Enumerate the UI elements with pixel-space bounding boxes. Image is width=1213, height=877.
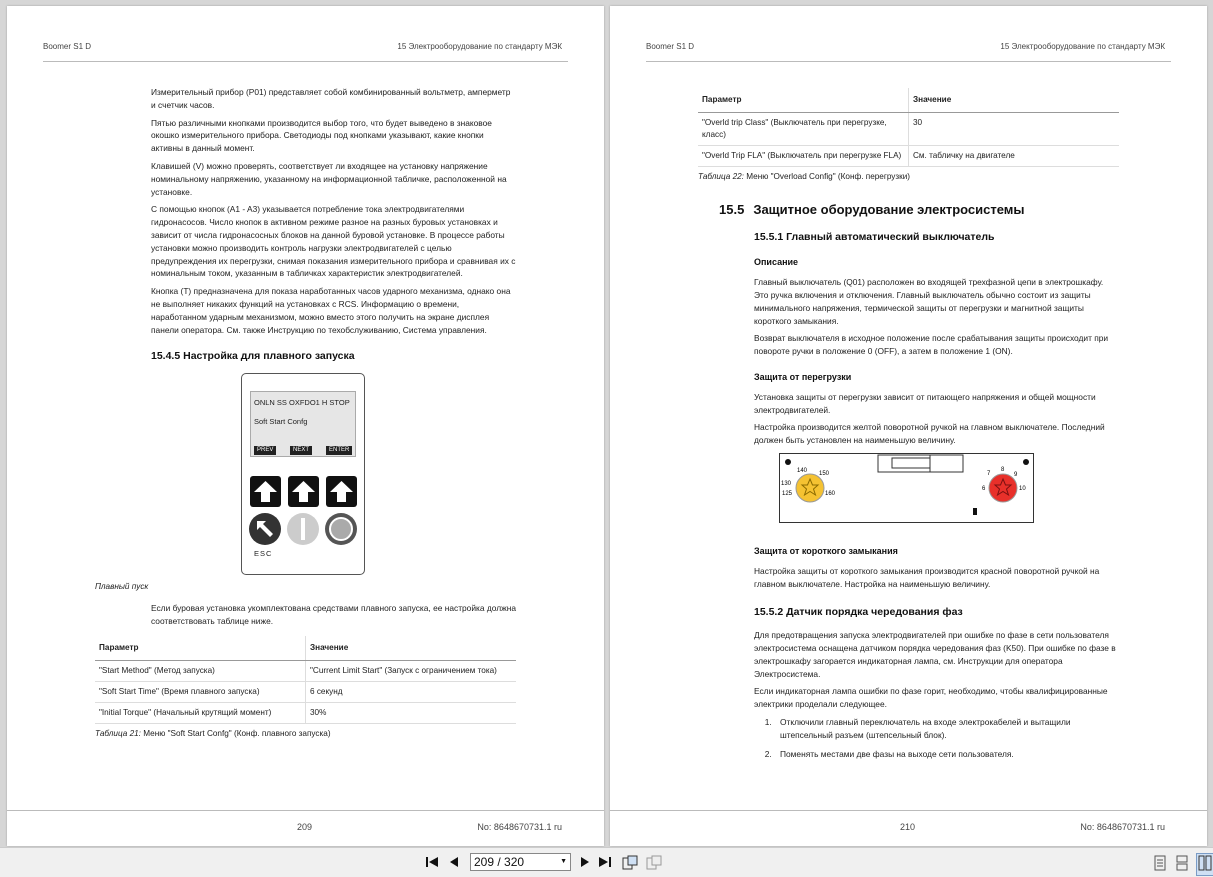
- yellow-scale-160: 160: [825, 490, 836, 497]
- doc-number: No: 8648670731.1 ru: [477, 822, 562, 832]
- table-cell: "Initial Torque" (Начальный крутящий момент): [95, 702, 306, 723]
- fit-icon[interactable]: [646, 855, 662, 874]
- esc-label: ESC: [254, 549, 273, 559]
- section-title: 15.4.5 Настройка для плавного запуска: [151, 350, 355, 363]
- lcd-display: [250, 391, 356, 457]
- chevron-down-icon: ▼: [560, 858, 567, 865]
- section-heading: [719, 201, 1119, 217]
- table-caption: [698, 171, 1119, 184]
- table-cell: "Overld Trip FLA" (Выключатель при перегрузке FLA): [698, 146, 909, 167]
- red-scale-7: 7: [987, 470, 991, 477]
- arrow-up-icon: [250, 476, 281, 507]
- table-caption-text: Меню "Soft Start Confg" (Конф. плавного запуска): [143, 728, 331, 738]
- section-title: Защитное оборудование электросистемы: [753, 201, 1025, 217]
- table-header: Параметр: [698, 88, 909, 113]
- table-row: [95, 660, 516, 681]
- paragraph: С помощью кнопок (A1 - A3) указывается потребление тока электродвигателями гидронасосов. Число кнопок в активном режиме разное на разных буровых установках и зависит от числа гидронасосных блоков на данной буровой установке. В процессе работы установки можно производить контроль нагрузки электродвигателей с целью предупреждения их перегрузки, снимая показания измерительного прибора и сравнивая их с номинальным током, указанным в табличках характеристик электродвигателей.: [151, 204, 516, 279]
- section-number: 15.5: [719, 201, 745, 217]
- yellow-scale-140: 140: [797, 467, 808, 474]
- paragraph: Клавишей (V) можно проверять, соответствует ли входящее на установку напряжение номинальному напряжению, указанному на информационной табличке, расположенной на установке.: [151, 160, 507, 197]
- first-page-icon[interactable]: [425, 855, 439, 872]
- table-cell: "Soft Start Time" (Время плавного запуска): [95, 681, 306, 702]
- last-page-icon[interactable]: [598, 855, 612, 872]
- lcd-row-2: Soft Start Confg: [254, 417, 308, 427]
- red-scale-10: 10: [1019, 485, 1026, 492]
- table-cell: См. табличку на двигателе: [909, 146, 1120, 167]
- table-cell: "Start Method" (Метод запуска): [95, 660, 306, 681]
- paragraph: Главный выключатель (Q01) расположен во входящей трехфазной цепи в электрошкафу. Это ручка включения и отключения. Главный выключатель обычно состоит из защиты минимального напряжения, термической защиты от перегрузки и магнитной защиты короткого замыкания.: [754, 277, 1104, 326]
- soft-start-panel-figure: [241, 373, 365, 575]
- table-header: Параметр: [95, 636, 306, 661]
- desc-title: Описание: [754, 257, 799, 268]
- main-breaker-figure: [779, 453, 1034, 523]
- paragraph: Возврат выключателя в исходное положение после срабатывания защиты происходит при повороте ручки в положение 0 (OFF), а затем в положение 1 (ON).: [754, 333, 1109, 357]
- esc-arrow-icon: [249, 513, 281, 545]
- table-cell: "Current Limit Start" (Запуск с ограничением тока): [306, 660, 517, 681]
- steps-list: [774, 716, 1119, 760]
- paragraph: Измерительный прибор (P01) представляет собой комбинированный вольтметр, амперметр и счетчик часов.: [151, 87, 511, 110]
- list-item: 1. Отключили главный переключатель на входе электрокабелей и вытащили штепсельный разъем (штепсельный блок).: [774, 716, 1119, 742]
- single-page-view-icon[interactable]: [1154, 855, 1166, 874]
- red-scale-9: 9: [1014, 471, 1018, 478]
- table-caption-label: Таблица 21:: [95, 728, 141, 738]
- arrow-up-icon: [288, 476, 319, 507]
- overload-title: Защита от перегрузки: [754, 371, 852, 382]
- start-icon: [287, 513, 319, 545]
- softkey-enter: ENTER: [326, 446, 352, 455]
- table-row: [95, 681, 516, 702]
- header-left: Boomer S1 D: [646, 42, 695, 51]
- paragraph: Для предотвращения запуска электродвигателей при ошибке по фазе в сети пользователя электросистема оснащена датчиком порядка чередования фаз (K50). При ошибке по фазе в электрошкафу загорается индикаторная лампа, см. Инструкции для оператора Электросистема.: [754, 630, 1116, 679]
- paragraph: Пятью различными кнопками производится выбор того, что будет выведено в знаковое окошко измерительного прибора. Светодиоды под кнопками указывают, какие кнопки активны в данный момент.: [151, 117, 492, 154]
- paragraph: Если буровая установка укомплектована средствами плавного запуска, ее настройка должна соответствовать таблице ниже.: [151, 602, 516, 626]
- two-page-view-icon[interactable]: [1196, 853, 1213, 876]
- list-item: 2. Поменять местами две фазы на выходе сети пользователя.: [774, 748, 1119, 761]
- page-header: [43, 42, 568, 62]
- paragraph: Настройка производится желтой поворотной ручкой на главном выключателе. Последний должен быть установлен на наименьшую величину.: [754, 422, 1105, 446]
- softkey-next: NEXT: [290, 446, 312, 455]
- table-cell: 30%: [306, 702, 517, 723]
- subsection-title: 15.5.2 Датчик порядка чередования фаз: [754, 606, 963, 619]
- soft-start-table: [95, 636, 516, 724]
- table-row: [698, 113, 1119, 146]
- doc-number: No: 8648670731.1 ru: [1080, 822, 1165, 832]
- table-cell: 6 секунд: [306, 681, 517, 702]
- subsection-title: 15.5.1 Главный автоматический выключатель: [754, 230, 995, 243]
- page-footer: [610, 810, 1207, 846]
- table-caption-label: Таблица 22:: [698, 172, 744, 181]
- header-right: 15 Электрооборудование по стандарту МЭК: [1000, 42, 1165, 51]
- page-number-select[interactable]: [470, 853, 571, 871]
- page-footer: [7, 810, 604, 846]
- page-indicator: 209 / 320: [474, 855, 525, 869]
- left-page: [7, 6, 604, 846]
- table-cell: "Overld trip Class" (Выключатель при перегрузке, класс): [698, 113, 909, 146]
- yellow-scale-130: 130: [781, 480, 792, 487]
- page-header: [646, 42, 1171, 62]
- table-cell: 30: [909, 113, 1120, 146]
- table-header: Значение: [306, 636, 517, 661]
- table-row: [95, 702, 516, 723]
- stop-icon: [325, 513, 357, 545]
- red-scale-6: 6: [982, 485, 986, 492]
- page-number: 210: [900, 822, 916, 832]
- yellow-scale-150: 150: [819, 470, 830, 477]
- prev-page-icon[interactable]: [448, 855, 460, 872]
- next-page-icon[interactable]: [579, 855, 591, 872]
- rotate-icon[interactable]: [622, 855, 638, 874]
- paragraph: Кнопка (T) предназначена для показа наработанных часов ударного механизма, однако она не выполняет никаких функций на установках с RCS. Информацию о времени, наработанном ударным механизмом, можно вместо этого получить на экране дисплея панели оператора. См. также Инструкцию по техобслуживанию, Система управления.: [151, 286, 511, 335]
- figure-caption: Плавный пуск: [95, 582, 149, 592]
- header-right: 15 Электрооборудование по стандарту МЭК: [397, 42, 562, 51]
- page-number: 209: [297, 822, 313, 832]
- continuous-view-icon[interactable]: [1176, 855, 1188, 874]
- right-page: [610, 6, 1207, 846]
- softkey-prev: PREV: [254, 446, 276, 455]
- table-caption-text: Меню "Overload Config" (Конф. перегрузки): [746, 172, 911, 181]
- paragraph: Настройка защиты от короткого замыкания производится красной поворотной ручкой на главном выключателе. Настройка на наименьшую величину.: [754, 565, 1100, 589]
- viewer-toolbar: [0, 847, 1213, 877]
- arrow-up-icon: [326, 476, 357, 507]
- table-caption: [95, 728, 516, 741]
- red-scale-8: 8: [1001, 466, 1005, 473]
- short-circuit-title: Защита от короткого замыкания: [754, 545, 898, 556]
- table-row: [698, 146, 1119, 167]
- paragraph: Если индикаторная лампа ошибки по фазе горит, необходимо, чтобы квалифицированные электрики проделали следующее.: [754, 686, 1108, 710]
- yellow-scale-125: 125: [782, 490, 793, 497]
- header-left: Boomer S1 D: [43, 42, 92, 51]
- table-header: Значение: [909, 88, 1120, 113]
- paragraph: Установка защиты от перегрузки зависит от питающего напряжения и общей мощности электродвигателей.: [754, 391, 1096, 415]
- lcd-row-1: ONLN SS OXFDO1 H STOP: [254, 398, 350, 408]
- overload-table: [698, 88, 1119, 167]
